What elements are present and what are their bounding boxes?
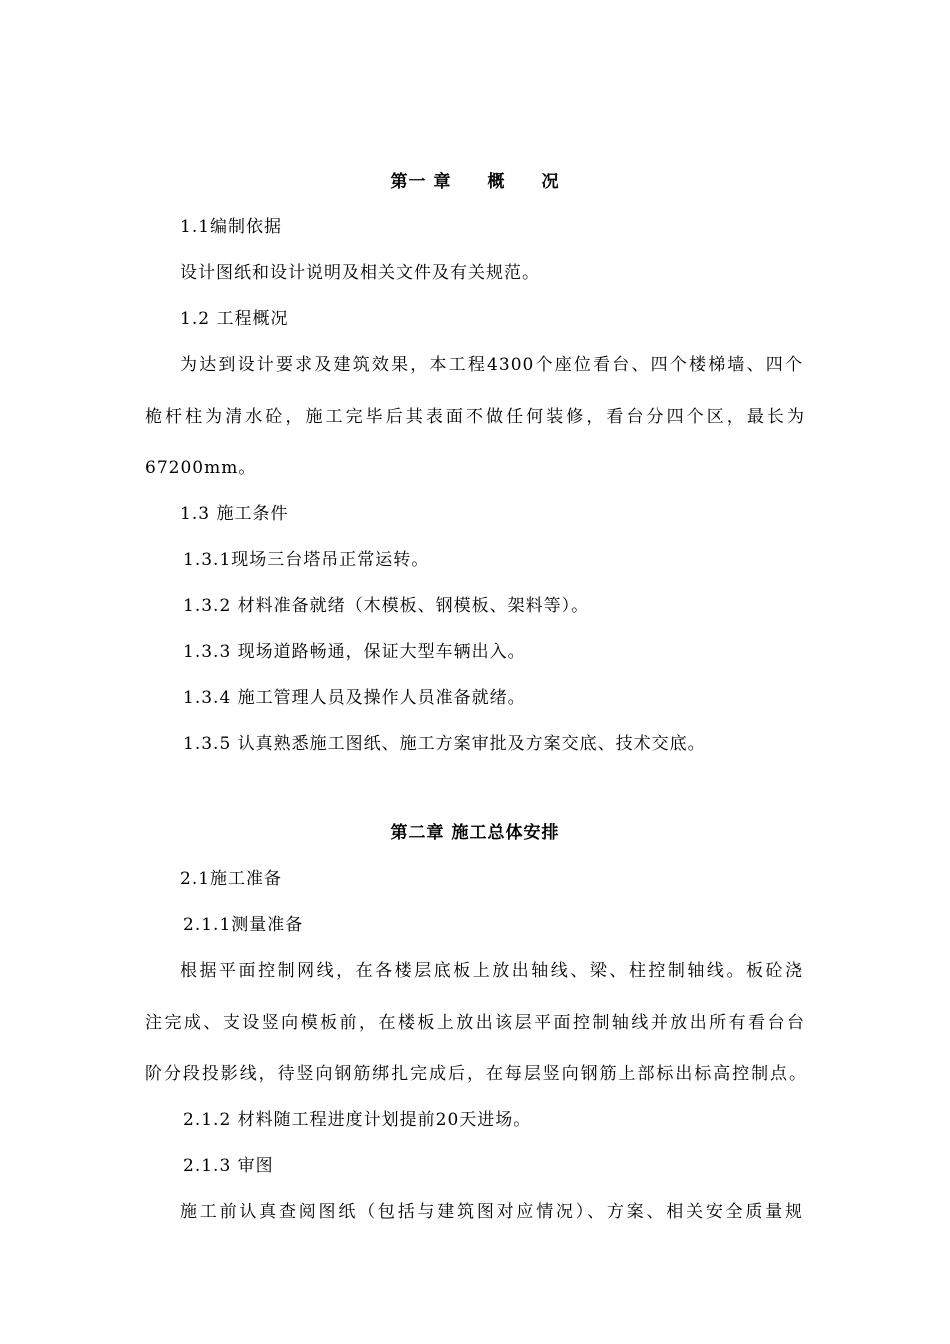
section-1-3-item: 1.3.5 认真熟悉施工图纸、施工方案审批及方案交底、技术交底。 [183,734,706,754]
section-2-1-2-text: 2.1.2 材料随工程进度计划提前20天进场。 [183,1110,532,1130]
section-1-3-heading: 1.3 施工条件 [180,504,289,524]
section-1-2-heading: 1.2 工程概况 [180,309,289,329]
chapter-2-title: 第二章 施工总体安排 [390,823,560,843]
section-2-1-1-line-2: 注完成、支设竖向模板前，在楼板上放出该层平面控制轴线并放出所有看台台 [145,1013,805,1033]
section-2-1-3-line-1: 施工前认真查阅图纸（包括与建筑图对应情况）、方案、相关安全质量规 [180,1202,803,1222]
section-1-2-line-3: 67200mm。 [145,458,257,478]
section-1-3-item: 1.3.1现场三台塔吊正常运转。 [183,550,430,570]
section-2-1-3-heading: 2.1.3 审图 [183,1156,274,1176]
section-2-1-1-heading: 2.1.1测量准备 [183,915,304,935]
section-1-3-item: 1.3.3 现场道路畅通，保证大型车辆出入。 [183,642,526,662]
chapter-1-title: 第一 章 概 况 [390,172,560,192]
section-1-3-item: 1.3.2 材料准备就绪（木模板、钢模板、架料等）。 [183,596,590,616]
section-1-3-item: 1.3.4 施工管理人员及操作人员准备就绪。 [183,688,526,708]
section-1-1-heading: 1.1编制依据 [180,217,283,237]
section-1-1-body: 设计图纸和设计说明及相关文件及有关规范。 [180,263,540,283]
section-2-1-1-line-3: 阶分段投影线，待竖向钢筋绑扎完成后，在每层竖向钢筋上部标出标高控制点。 [145,1064,807,1084]
section-2-1-heading: 2.1施工准备 [180,869,283,889]
section-1-2-line-2: 桅杆柱为清水砼，施工完毕后其表面不做任何装修，看台分四个区，最长为 [145,407,805,427]
section-1-2-line-1: 为达到设计要求及建筑效果，本工程4300个座位看台、四个楼梯墙、四个 [180,355,803,375]
section-2-1-1-line-1: 根据平面控制网线，在各楼层底板上放出轴线、梁、柱控制轴线。板砼浇 [180,961,803,981]
